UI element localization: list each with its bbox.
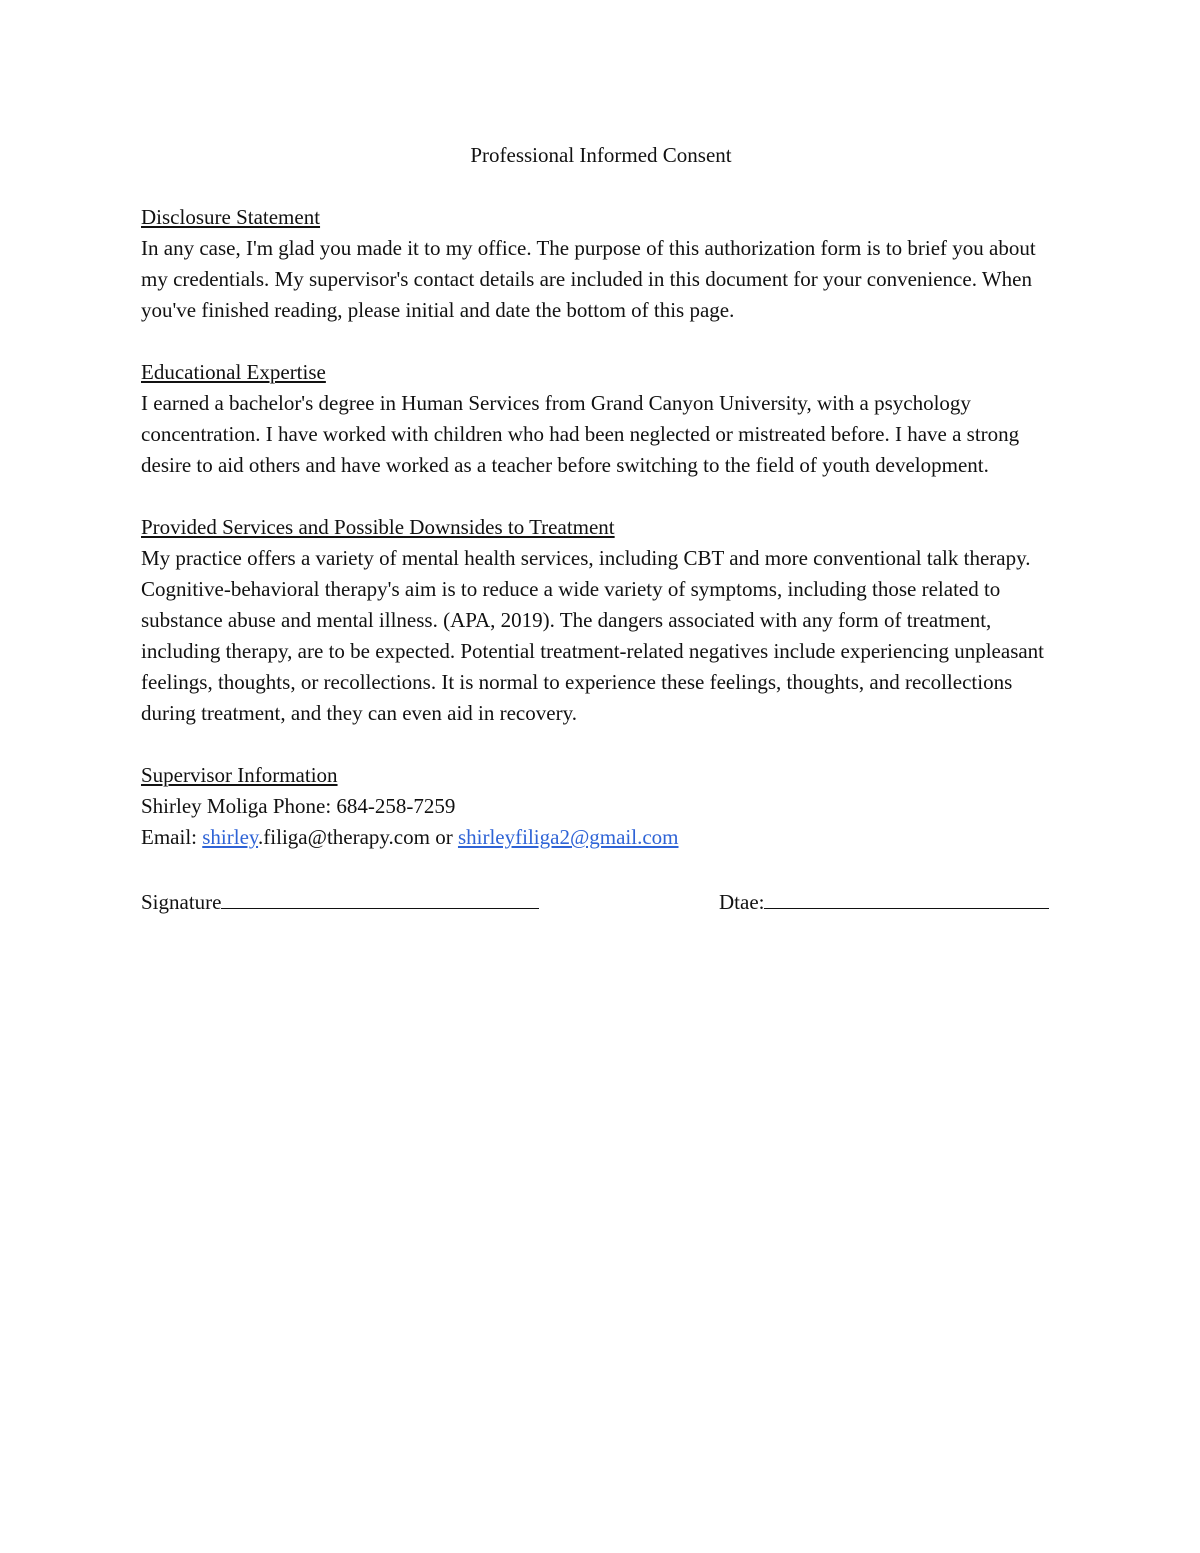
date-line[interactable] <box>764 884 1049 909</box>
signature-line[interactable] <box>221 884 539 909</box>
section-body: I earned a bachelor's degree in Human Services from Grand Canyon University, with a psychology concentration. I have worked with children who had been neglected or mistreated before. I have a strong desire to aid others and have worked as a teacher before switching to the field of youth development. <box>141 391 1020 477</box>
document-page <box>141 140 1061 915</box>
document-title: Professional Informed Consent <box>470 143 732 167</box>
section-supervisor <box>141 760 1061 853</box>
section-heading: Supervisor Information <box>141 763 338 787</box>
supervisor-name-phone: Shirley Moliga Phone: 684-258-7259 <box>141 794 456 818</box>
section-body: My practice offers a variety of mental health services, including CBT and more conventional talk therapy. Cognitive-behavioral therapy's aim is to reduce a wide variety of symptoms, including those related to substance abuse and mental illness. (APA, 2019). The dangers associated with any form of treatment, including therapy, are to be expected. Potential treatment-related negatives include experiencing unpleasant feelings, thoughts, or recollections. It is normal to experience these feelings, thoughts, and recollections during treatment, and they can even aid in recovery. <box>141 546 1045 725</box>
section-disclosure <box>141 202 1061 326</box>
email-link-1[interactable]: shirley <box>202 825 259 849</box>
email-label: Email: <box>141 825 203 849</box>
date-label: Dtae: <box>719 890 765 914</box>
section-education <box>141 357 1061 481</box>
section-heading: Disclosure Statement <box>141 205 321 229</box>
supervisor-email <box>141 822 1061 853</box>
signature-field <box>141 884 539 918</box>
section-body: In any case, I'm glad you made it to my office. The purpose of this authorization form is to brief you about my credentials. My supervisor's contact details are included in this document for your convenience. When you've finished reading, please initial and date the bottom of this page. <box>141 236 1036 322</box>
email-link-2[interactable]: shirleyfiliga2@gmail.com <box>457 825 679 849</box>
signature-row <box>141 884 1061 915</box>
section-services <box>141 512 1061 729</box>
email-rest: .filiga@therapy.com or <box>258 825 458 849</box>
section-heading: Provided Services and Possible Downsides to Treatment <box>141 515 615 539</box>
signature-label: Signature <box>141 890 222 914</box>
date-field <box>719 884 1049 918</box>
section-heading: Educational Expertise <box>141 360 326 384</box>
